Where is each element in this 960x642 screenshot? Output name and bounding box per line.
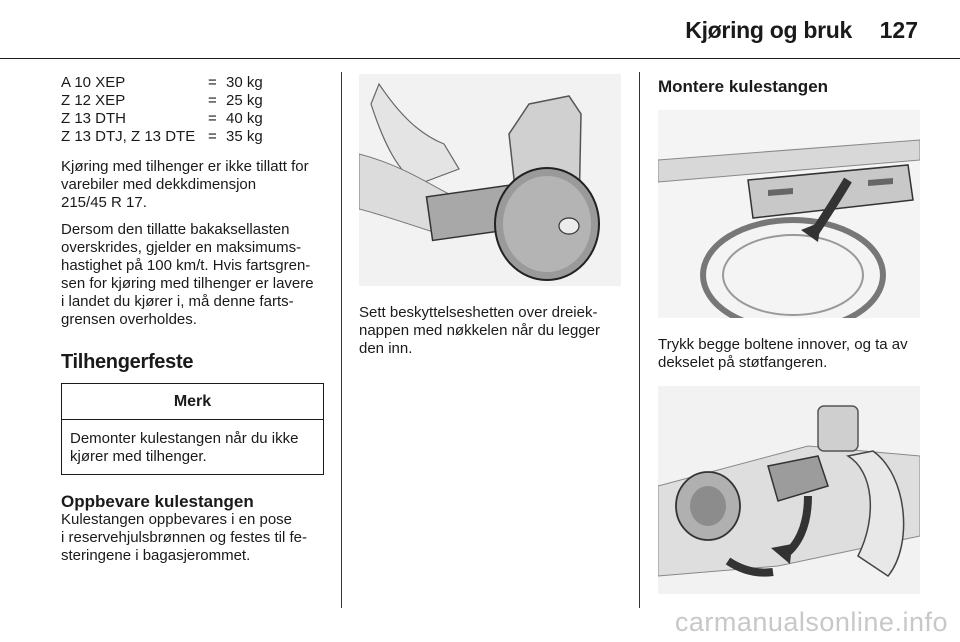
equals-sign: = <box>208 92 217 109</box>
page-number: 127 <box>879 17 918 43</box>
column-heading: Montere kulestangen <box>658 77 829 96</box>
trailer-restriction-paragraph: Kjøring med tilhenger er ikke tillatt for varebiler med dekkdimensjon 215/45 R 17. <box>61 158 309 211</box>
spec-row <box>61 128 326 146</box>
column-divider <box>341 72 342 608</box>
left-column <box>61 74 326 565</box>
middle-column <box>359 74 623 358</box>
engine-code: Z 12 XEP <box>61 92 126 109</box>
coupling-release-illustration <box>658 386 920 594</box>
speed-limit-paragraph: Dersom den tillatte bakaksellasten overskrides, gjelder en maksimums- hastighet på 100 km/t. Hvis fartsgren- sen for kjøring med tilhenger er lavere i landet du kjører i, må denne farts- grensen overholdes. <box>61 221 314 328</box>
bumper-cover-illustration <box>658 110 920 318</box>
note-box <box>61 383 324 475</box>
right-column <box>658 74 922 594</box>
equals-sign: = <box>208 74 217 91</box>
spec-row <box>61 92 326 110</box>
engine-code: Z 13 DTH <box>61 110 127 127</box>
weight-value: 25 kg <box>226 92 263 109</box>
equals-sign: = <box>208 110 217 127</box>
engine-code: A 10 XEP <box>61 74 126 91</box>
spec-row <box>61 74 326 92</box>
storage-paragraph: Kulestangen oppbevares i en pose i reservehjulsbrønnen og festes til fe- steringene i bagasjerommet. <box>61 511 307 564</box>
engine-code: Z 13 DTJ, Z 13 DTE <box>61 128 196 145</box>
tow-bar-cap-illustration <box>359 74 621 286</box>
figure-caption: Sett beskyttelseshetten over dreiek- nappen med nøkkelen når du legger den inn. <box>359 304 600 357</box>
page-title: Kjøring og bruk <box>685 17 852 43</box>
section-heading: Tilhengerfeste <box>61 351 194 373</box>
note-body: Demonter kulestangen når du ikke kjører med tilhenger. <box>70 430 299 465</box>
column-divider <box>639 72 640 608</box>
equals-sign: = <box>208 128 217 145</box>
weight-value: 40 kg <box>226 110 263 127</box>
spec-row <box>61 110 326 128</box>
weight-value: 35 kg <box>226 128 263 145</box>
subsection-heading: Oppbevare kulestangen <box>61 492 254 511</box>
watermark: carmanualsonline.info <box>674 607 948 637</box>
note-title: Merk <box>62 384 323 420</box>
weight-value: 30 kg <box>226 74 263 91</box>
spec-table <box>61 74 326 146</box>
page-header <box>0 0 960 59</box>
figure-caption: Trykk begge boltene innover, og ta av dekselet på støtfangeren. <box>658 336 908 371</box>
